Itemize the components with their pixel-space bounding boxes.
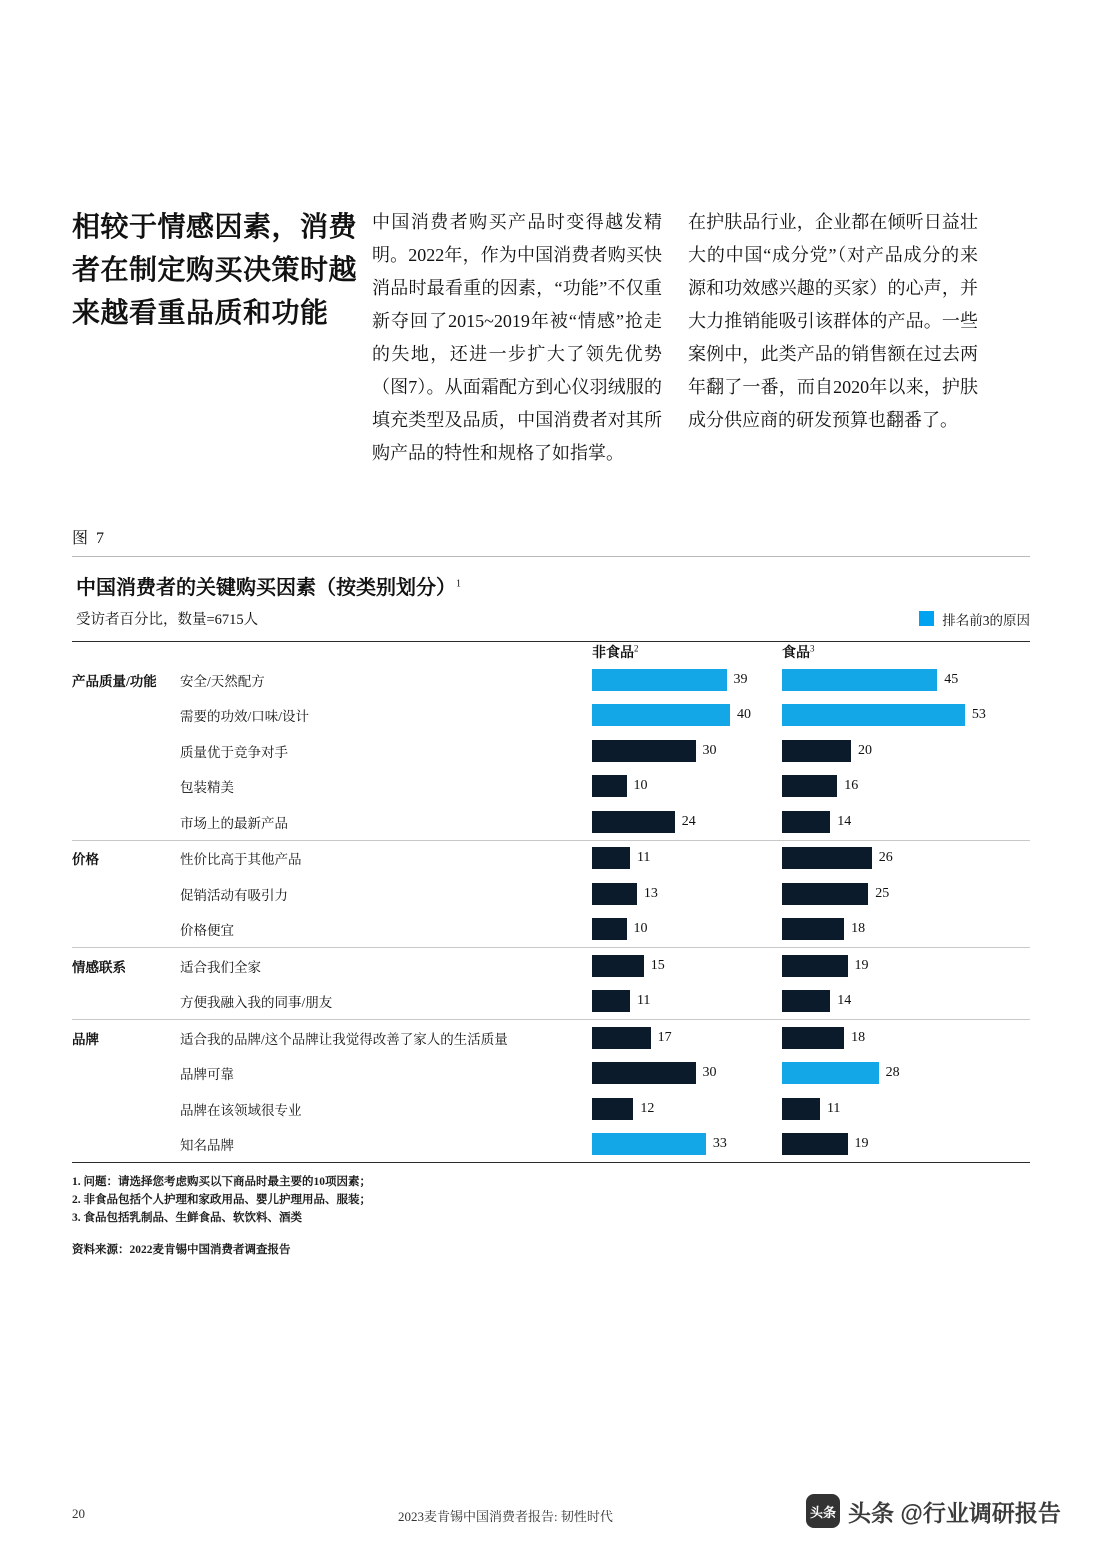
- bar-cell-food: [782, 662, 1030, 698]
- bar-value: 28: [885, 1065, 900, 1081]
- exhibit-subtitle-row: [72, 600, 1030, 641]
- bar: [782, 1098, 820, 1120]
- row-category-label: [72, 733, 180, 769]
- footnote-1: 1. 问题：请选择您考虑购买以下商品时最主要的10项因素；: [72, 1176, 371, 1188]
- row-category-label: [72, 1056, 180, 1092]
- bar-value: 10: [633, 921, 648, 937]
- bar-value: 18: [851, 1029, 866, 1045]
- exhibit-bottom-rule: [72, 1162, 1030, 1163]
- row-category-label: [72, 698, 180, 734]
- table-row: [72, 804, 1030, 840]
- row-factor-label: 包装精美: [180, 780, 234, 796]
- bar-cell-food: [782, 769, 1030, 805]
- row-category-label: [72, 984, 180, 1020]
- bar: [782, 955, 848, 977]
- exhibit-title: [72, 557, 1030, 600]
- footnotes: [72, 1173, 1030, 1227]
- bar-cell-nonfood: [592, 912, 782, 948]
- header-spacer-category: [72, 642, 180, 662]
- bar-value: 33: [712, 1136, 727, 1152]
- footnote-3: 3. 食品包括乳制品、生鲜食品、软饮料、酒类: [72, 1212, 302, 1224]
- bar-cell-nonfood: [592, 984, 782, 1020]
- watermark: [806, 1494, 1061, 1528]
- bar-value: 18: [851, 921, 866, 937]
- bar-cell-nonfood: [592, 1020, 782, 1056]
- row-factor-label: 品牌可靠: [180, 1067, 234, 1083]
- watermark-text: 头条 @行业调研报告: [848, 1499, 1061, 1526]
- row-factor-label: 品牌在该领域很专业: [180, 1102, 302, 1118]
- bar-value: 45: [944, 671, 959, 687]
- bar-cell-nonfood: [592, 948, 782, 984]
- bar-value: 13: [643, 885, 658, 901]
- bar-value: 17: [657, 1029, 672, 1045]
- bar-value: 26: [878, 850, 893, 866]
- row-category-label: 产品质量/功能: [72, 673, 157, 689]
- bar: [782, 669, 937, 691]
- bar-cell-food: [782, 912, 1030, 948]
- bar: [592, 1062, 696, 1084]
- bar-value: 11: [636, 850, 651, 866]
- table-row: [72, 876, 1030, 912]
- bar-cell-nonfood: [592, 876, 782, 912]
- exhibit-title-superscript: 1: [456, 578, 461, 590]
- row-category-label: [72, 912, 180, 948]
- article-headline: 相较于情感因素，消费者在制定购买决策时越来越看重品质和功能: [72, 212, 358, 329]
- bar: [592, 775, 627, 797]
- bar-value: 15: [650, 957, 665, 973]
- bar-cell-nonfood: [592, 662, 782, 698]
- bar: [592, 918, 627, 940]
- row-factor-label: 价格便宜: [180, 923, 234, 939]
- page-number: 20: [72, 1506, 85, 1521]
- chart-table: [72, 642, 1030, 1162]
- row-category-label: 品牌: [72, 1031, 99, 1047]
- bar-value: 24: [681, 813, 696, 829]
- bar: [592, 1133, 706, 1155]
- bar-value: 16: [844, 778, 859, 794]
- bar: [592, 883, 637, 905]
- bar-cell-nonfood: [592, 698, 782, 734]
- bar: [592, 669, 727, 691]
- table-row: [72, 1091, 1030, 1127]
- row-factor-label: 需要的功效/口味/设计: [180, 709, 310, 725]
- exhibit-block: [72, 525, 1030, 1257]
- bar-cell-food: [782, 804, 1030, 840]
- bar-cell-food: [782, 1056, 1030, 1092]
- bar-cell-food: [782, 698, 1030, 734]
- bar-value: 39: [733, 671, 748, 687]
- watermark-logo-icon: 头条: [806, 1494, 840, 1528]
- footer-title: 2023麦肯锡中国消费者报告: 韧性时代: [398, 1509, 613, 1524]
- header-spacer-label: [180, 642, 592, 662]
- bar-value: 11: [636, 993, 651, 1009]
- bar-value: 40: [737, 707, 751, 723]
- bar: [592, 847, 630, 869]
- row-factor-label: 促销活动有吸引力: [180, 887, 288, 903]
- bar-value: 12: [640, 1100, 655, 1116]
- bar: [782, 704, 965, 726]
- row-factor-label: 知名品牌: [180, 1138, 234, 1154]
- bar-cell-food: [782, 948, 1030, 984]
- bar-cell-nonfood: [592, 1091, 782, 1127]
- row-category-label: 价格: [72, 852, 99, 868]
- bar-value: 10: [633, 778, 648, 794]
- bar-cell-food: [782, 1091, 1030, 1127]
- bar-value: 30: [702, 742, 717, 758]
- table-row: [72, 1127, 1030, 1163]
- bar: [782, 1062, 879, 1084]
- bar: [592, 990, 630, 1012]
- bar-cell-nonfood: [592, 804, 782, 840]
- bar-value: 53: [971, 707, 986, 723]
- row-factor-label: 方便我融入我的同事/朋友: [180, 995, 333, 1011]
- bar: [782, 990, 830, 1012]
- bar: [782, 811, 830, 833]
- row-category-label: [72, 804, 180, 840]
- legend-swatch-top3: [919, 611, 934, 626]
- exhibit-number: 图 7: [72, 530, 107, 547]
- bar: [592, 740, 696, 762]
- chart-header-row: [72, 642, 1030, 662]
- table-row: [72, 1020, 1030, 1056]
- bar-value: 20: [858, 742, 872, 758]
- bar-value: 19: [854, 1136, 869, 1152]
- row-factor-label: 性价比高于其他产品: [180, 852, 302, 868]
- bar: [592, 811, 675, 833]
- bar: [782, 918, 844, 940]
- row-factor-label: 适合我们全家: [180, 959, 261, 975]
- row-factor-label: 质量优于竞争对手: [180, 744, 288, 760]
- table-row: [72, 698, 1030, 734]
- chart-legend: [919, 609, 1030, 629]
- bar: [782, 740, 851, 762]
- bar: [782, 1027, 844, 1049]
- table-row: [72, 769, 1030, 805]
- table-row: [72, 733, 1030, 769]
- bar-value: 19: [854, 957, 869, 973]
- table-row: [72, 984, 1030, 1020]
- article-paragraph-1: 中国消费者购买产品时变得越发精明。2022年，作为中国消费者购买快消品时最看重的因素，“功能”不仅重新夺回了2015~2019年被“情感”抢走的失地，还进一步扩大了领先优势（图7）。从面霜配方到心仪羽绒服的填充类型及品质，中国消费者对其所购产品的特性和规格了如指掌。: [372, 212, 662, 463]
- legend-label-top3: 排名前3的原因: [942, 612, 1030, 628]
- bar: [782, 883, 868, 905]
- bar-value: 30: [702, 1065, 717, 1081]
- bar: [782, 1133, 848, 1155]
- bar-cell-nonfood: [592, 1056, 782, 1092]
- row-category-label: 情感联系: [72, 959, 126, 975]
- row-factor-label: 安全/天然配方: [180, 673, 265, 689]
- bar: [592, 1027, 651, 1049]
- row-category-label: [72, 1127, 180, 1163]
- row-factor-label: 市场上的最新产品: [180, 815, 288, 831]
- exhibit-title-text: 中国消费者的关键购买因素（按类别划分）: [76, 577, 456, 599]
- bar-cell-nonfood: [592, 733, 782, 769]
- bar: [592, 955, 644, 977]
- bar-cell-nonfood: [592, 1127, 782, 1163]
- table-row: [72, 841, 1030, 877]
- row-category-label: [72, 876, 180, 912]
- bar-cell-food: [782, 841, 1030, 877]
- source-note: 资料来源：2022麦肯锡中国消费者调查报告: [72, 1244, 291, 1256]
- bar-value: 14: [837, 993, 852, 1009]
- bar: [782, 775, 837, 797]
- table-row: [72, 1056, 1030, 1092]
- footnote-2: 2. 非食品包括个人护理和家政用品、婴儿护理用品、服装；: [72, 1194, 371, 1206]
- row-factor-label: 适合我的品牌/这个品牌让我觉得改善了家人的生活质量: [180, 1031, 508, 1047]
- bar: [592, 1098, 633, 1120]
- series-header-food: 食品$^3$: [782, 643, 815, 661]
- bar: [592, 704, 730, 726]
- bar-cell-nonfood: [592, 769, 782, 805]
- bar-cell-food: [782, 984, 1030, 1020]
- bar-cell-food: [782, 1020, 1030, 1056]
- article-paragraph-2: 在护肤品行业，企业都在倾听日益壮大的中国“成分党”（对产品成分的来源和功效感兴趣的买家）的心声，并大力推销能吸引该群体的产品。一些案例中，此类产品的销售额在过去两年翻了一番，而自2020年以来，护肤成分供应商的研发预算也翻番了。: [688, 212, 978, 430]
- exhibit-subtitle: 受访者百分比，数量=6715人: [76, 612, 259, 628]
- bar-cell-nonfood: [592, 841, 782, 877]
- bar-value: 14: [837, 813, 852, 829]
- bar-cell-food: [782, 733, 1030, 769]
- row-category-label: [72, 769, 180, 805]
- bar: [782, 847, 872, 869]
- bar-value: 25: [875, 885, 890, 901]
- table-row: [72, 948, 1030, 984]
- row-category-label: [72, 1091, 180, 1127]
- series-header-nonfood: 非食品$^2$: [592, 643, 639, 661]
- table-row: [72, 912, 1030, 948]
- bar-cell-food: [782, 1127, 1030, 1163]
- bar-value: 11: [826, 1100, 841, 1116]
- table-row: [72, 662, 1030, 698]
- article-top-section: [72, 206, 1030, 470]
- bar-cell-food: [782, 876, 1030, 912]
